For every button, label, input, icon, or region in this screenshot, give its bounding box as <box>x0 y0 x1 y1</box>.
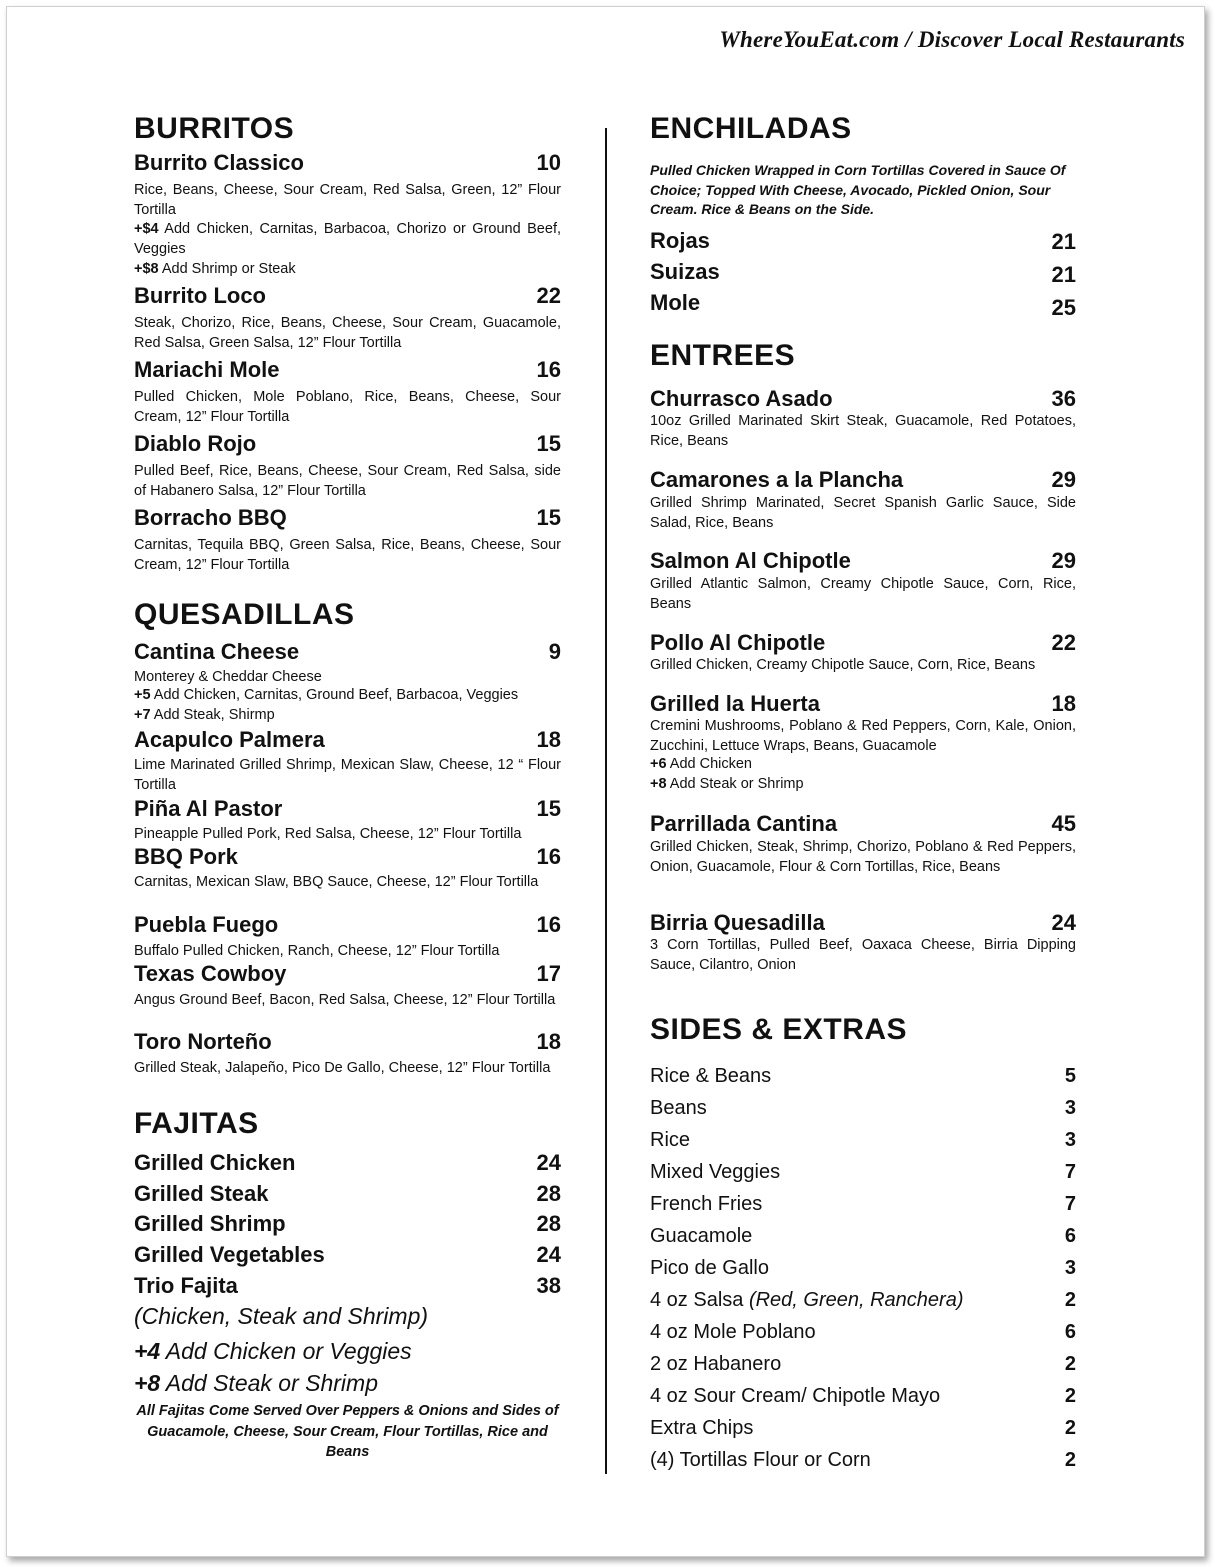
menu-item-price: 15 <box>536 505 561 530</box>
addon-text: Add Steak, Shirmp <box>150 707 275 723</box>
menu-item-price: 15 <box>536 796 561 821</box>
side-item-name-italic: (Red, Green, Ranchera) <box>748 1289 964 1311</box>
menu-item-desc: Rice, Beans, Cheese, Sour Cream, Red Salsa, Green, 12” Flour Tortilla <box>134 182 561 218</box>
column-divider <box>605 128 607 1474</box>
entree-price: 45 <box>1051 811 1076 836</box>
menu-item-desc: Angus Ground Beef, Bacon, Red Salsa, Cheese, 12” Flour Tortilla <box>134 992 556 1008</box>
menu-item-price: 15 <box>536 431 561 456</box>
addon-line <box>134 259 561 279</box>
fajita-name: Grilled Chicken <box>134 1150 296 1175</box>
section-title-burritos: BURRITOS <box>134 112 295 145</box>
menu-item-name: Mariachi Mole <box>134 357 280 382</box>
fajita-price: 24 <box>536 1150 561 1175</box>
menu-item-price: 17 <box>536 961 561 986</box>
menu-item-desc: Monterey & Cheddar Cheese <box>134 669 322 685</box>
menu-item-desc: Steak, Chorizo, Rice, Beans, Cheese, Sour Cream, Guacamole, Red Salsa, Green Salsa, 12” Flour Tortilla <box>134 315 561 351</box>
addon-text: Add Steak or Shrimp <box>160 1370 378 1396</box>
side-item-price: 6 <box>1064 1321 1076 1343</box>
menu-item-desc: Pineapple Pulled Pork, Red Salsa, Cheese, 12” Flour Tortilla <box>134 826 522 842</box>
menu-item-name: Cantina Cheese <box>134 639 300 664</box>
addon-line <box>134 687 518 703</box>
menu-item-name: Borracho BBQ <box>134 505 287 530</box>
section-title-sides: SIDES & EXTRAS <box>650 1013 908 1046</box>
side-item-price: 2 <box>1064 1353 1076 1375</box>
side-item-price: 5 <box>1064 1065 1076 1087</box>
addon-line <box>134 219 561 259</box>
enchilada-price: 21 <box>1051 229 1076 254</box>
side-item-name: 4 oz Sour Cream/ Chipotle Mayo <box>650 1385 941 1407</box>
enchiladas-note: Pulled Chicken Wrapped in Corn Tortillas Covered in Sauce Of Choice; Topped With Cheese, Avocado, Pickled Onion, Sour Cream. Rice & Beans on the Side. <box>650 162 1066 217</box>
side-item-name: Beans <box>650 1097 707 1119</box>
entree-desc: Cremini Mushrooms, Poblano & Red Peppers, Corn, Kale, Onion, Zucchini, Lettuce Wraps, Beans, Guacamole <box>650 718 1076 754</box>
fajita-name: Grilled Vegetables <box>134 1242 325 1267</box>
side-item-price: 7 <box>1064 1193 1076 1215</box>
side-item-price: 3 <box>1064 1097 1076 1119</box>
side-item-price: 2 <box>1064 1385 1076 1407</box>
entree-desc: Grilled Shrimp Marinated, Secret Spanish Garlic Sauce, Side Salad, Rice, Beans <box>650 495 1076 531</box>
site-header: WhereYouEat.com / Discover Local Restaurants <box>719 27 1185 52</box>
fajita-price: 28 <box>536 1181 561 1206</box>
entree-name: Camarones a la Plancha <box>650 467 904 492</box>
entree-name: Grilled la Huerta <box>650 691 820 716</box>
side-item-name: Pico de Gallo <box>650 1257 769 1279</box>
enchilada-name: Rojas <box>650 228 710 253</box>
side-item-name: Mixed Veggies <box>650 1161 781 1183</box>
addon-price: +$8 <box>134 261 159 277</box>
menu-item-name: BBQ Pork <box>134 844 238 869</box>
side-item-name: Rice & Beans <box>650 1065 772 1087</box>
addon-price: +8 <box>134 1370 161 1396</box>
addon-text: Add Chicken or Veggies <box>160 1338 412 1364</box>
menu-item-name: Puebla Fuego <box>134 912 279 937</box>
side-item-price: 2 <box>1064 1289 1076 1311</box>
side-item-price: 6 <box>1064 1225 1076 1247</box>
fajita-name: Grilled Steak <box>134 1181 269 1206</box>
addon-price: +7 <box>134 707 151 723</box>
menu-item-price: 22 <box>536 283 561 308</box>
side-item-price: 7 <box>1064 1161 1076 1183</box>
side-item-name: Guacamole <box>650 1225 753 1247</box>
addon-text: Add Chicken <box>666 756 752 772</box>
entree-price: 29 <box>1051 467 1076 492</box>
side-item-name: 2 oz Habanero <box>650 1353 782 1375</box>
menu-item-price: 10 <box>536 150 561 175</box>
entree-name: Churrasco Asado <box>650 386 833 411</box>
addon-price: +5 <box>134 687 151 703</box>
menu-item-price: 16 <box>536 844 561 869</box>
side-item-price: 3 <box>1064 1129 1076 1151</box>
menu-item-desc: Grilled Steak, Jalapeño, Pico De Gallo, Cheese, 12” Flour Tortilla <box>134 1060 551 1076</box>
entree-price: 36 <box>1051 386 1076 411</box>
entree-price: 18 <box>1051 691 1076 716</box>
entree-desc: 3 Corn Tortillas, Pulled Beef, Oaxaca Cheese, Birria Dipping Sauce, Cilantro, Onion <box>650 937 1076 973</box>
menu-item-desc: Carnitas, Mexican Slaw, BBQ Sauce, Cheese, 12” Flour Tortilla <box>134 874 539 890</box>
menu-item-name: Texas Cowboy <box>134 961 287 986</box>
addon-price: +6 <box>650 756 667 772</box>
addon-text: Add Shrimp or Steak <box>158 261 296 277</box>
addon-line <box>134 1370 378 1397</box>
section-title-enchiladas: ENCHILADAS <box>650 112 852 145</box>
entree-price: 29 <box>1051 548 1076 573</box>
entree-desc: 10oz Grilled Marinated Skirt Steak, Guacamole, Red Potatoes, Rice, Beans <box>650 413 1076 449</box>
side-item-price: 2 <box>1064 1417 1076 1439</box>
section-title-quesadillas: QUESADILLAS <box>134 598 355 631</box>
menu-item-name: Diablo Rojo <box>134 431 257 456</box>
menu-item-price: 16 <box>536 912 561 937</box>
entree-name: Salmon Al Chipotle <box>650 548 851 573</box>
addon-line <box>134 1338 412 1365</box>
side-item-name: 4 oz Salsa (Red, Green, Ranchera) <box>650 1289 964 1311</box>
addon-line <box>134 707 275 723</box>
enchilada-name: Suizas <box>650 259 720 284</box>
menu-item-name: Burrito Classico <box>134 150 304 175</box>
menu-item-desc: Pulled Beef, Rice, Beans, Cheese, Sour Cream, Red Salsa, side of Habanero Salsa, 12” Flour Tortilla <box>134 463 561 499</box>
menu-item-name: Acapulco Palmera <box>134 727 325 752</box>
entree-name: Parrillada Cantina <box>650 811 838 836</box>
fajita-price: 38 <box>536 1273 561 1298</box>
side-item-name: Rice <box>650 1129 691 1151</box>
entree-desc: Grilled Chicken, Creamy Chipotle Sauce, Corn, Rice, Beans <box>650 657 1036 673</box>
fajita-trio-note: (Chicken, Steak and Shrimp) <box>134 1303 429 1329</box>
side-item-name: (4) Tortillas Flour or Corn <box>650 1449 871 1471</box>
entree-price: 24 <box>1051 910 1076 935</box>
menu-item-price: 18 <box>536 1029 561 1054</box>
menu-item-price: 18 <box>536 727 561 752</box>
menu-item-name: Piña Al Pastor <box>134 796 283 821</box>
enchilada-price: 21 <box>1051 262 1076 287</box>
menu-item-name: Toro Norteño <box>134 1029 272 1054</box>
addon-text: Add Chicken, Carnitas, Barbacoa, Chorizo or Ground Beef, Veggies <box>134 221 561 257</box>
fajita-footer-note: All Fajitas Come Served Over Peppers & Onions and Sides of Guacamole, Cheese, Sour Cream, Flour Tortillas, Rice and Beans <box>136 1403 559 1460</box>
section-title-entrees: ENTREES <box>650 339 796 372</box>
entree-price: 22 <box>1051 630 1076 655</box>
entree-desc: Grilled Atlantic Salmon, Creamy Chipotle Sauce, Corn, Rice, Beans <box>650 576 1076 612</box>
side-item-name: French Fries <box>650 1193 763 1215</box>
addon-line <box>650 756 752 772</box>
section-title-fajitas: FAJITAS <box>134 1107 259 1140</box>
side-item-name: Extra Chips <box>650 1417 754 1439</box>
menu-item-price: 9 <box>548 639 561 664</box>
enchilada-name: Mole <box>650 290 701 315</box>
fajita-price: 28 <box>536 1211 561 1236</box>
menu-item-price: 16 <box>536 357 561 382</box>
addon-line <box>650 776 804 792</box>
side-item-name: 4 oz Mole Poblano <box>650 1321 816 1343</box>
entree-desc: Grilled Chicken, Steak, Shrimp, Chorizo, Poblano & Red Peppers, Onion, Guacamole, Flour & Corn Tortillas, Rice, Beans <box>650 839 1076 875</box>
addon-price: +4 <box>134 1338 161 1364</box>
entree-name: Birria Quesadilla <box>650 910 825 935</box>
side-item-price: 2 <box>1064 1449 1076 1471</box>
menu-item-desc: Lime Marinated Grilled Shrimp, Mexican Slaw, Cheese, 12 “ Flour Tortilla <box>134 757 561 793</box>
menu-item-desc: Pulled Chicken, Mole Poblano, Rice, Beans, Cheese, Sour Cream, 12” Flour Tortilla <box>134 389 561 425</box>
side-item-price: 3 <box>1064 1257 1076 1279</box>
addon-text: Add Steak or Shrimp <box>666 776 804 792</box>
fajita-price: 24 <box>536 1242 561 1267</box>
fajita-name: Grilled Shrimp <box>134 1211 286 1236</box>
addon-text: Add Chicken, Carnitas, Ground Beef, Barbacoa, Veggies <box>150 687 519 703</box>
fajita-name: Trio Fajita <box>134 1273 238 1298</box>
enchilada-price: 25 <box>1051 295 1076 320</box>
menu-item-desc: Buffalo Pulled Chicken, Ranch, Cheese, 12” Flour Tortilla <box>134 943 500 959</box>
entree-name: Pollo Al Chipotle <box>650 630 826 655</box>
menu-item-name: Burrito Loco <box>134 283 266 308</box>
addon-price: +$4 <box>134 221 159 237</box>
menu-item-desc: Carnitas, Tequila BBQ, Green Salsa, Rice, Beans, Cheese, Sour Cream, 12” Flour Tortilla <box>134 537 561 573</box>
addon-price: +8 <box>650 776 667 792</box>
